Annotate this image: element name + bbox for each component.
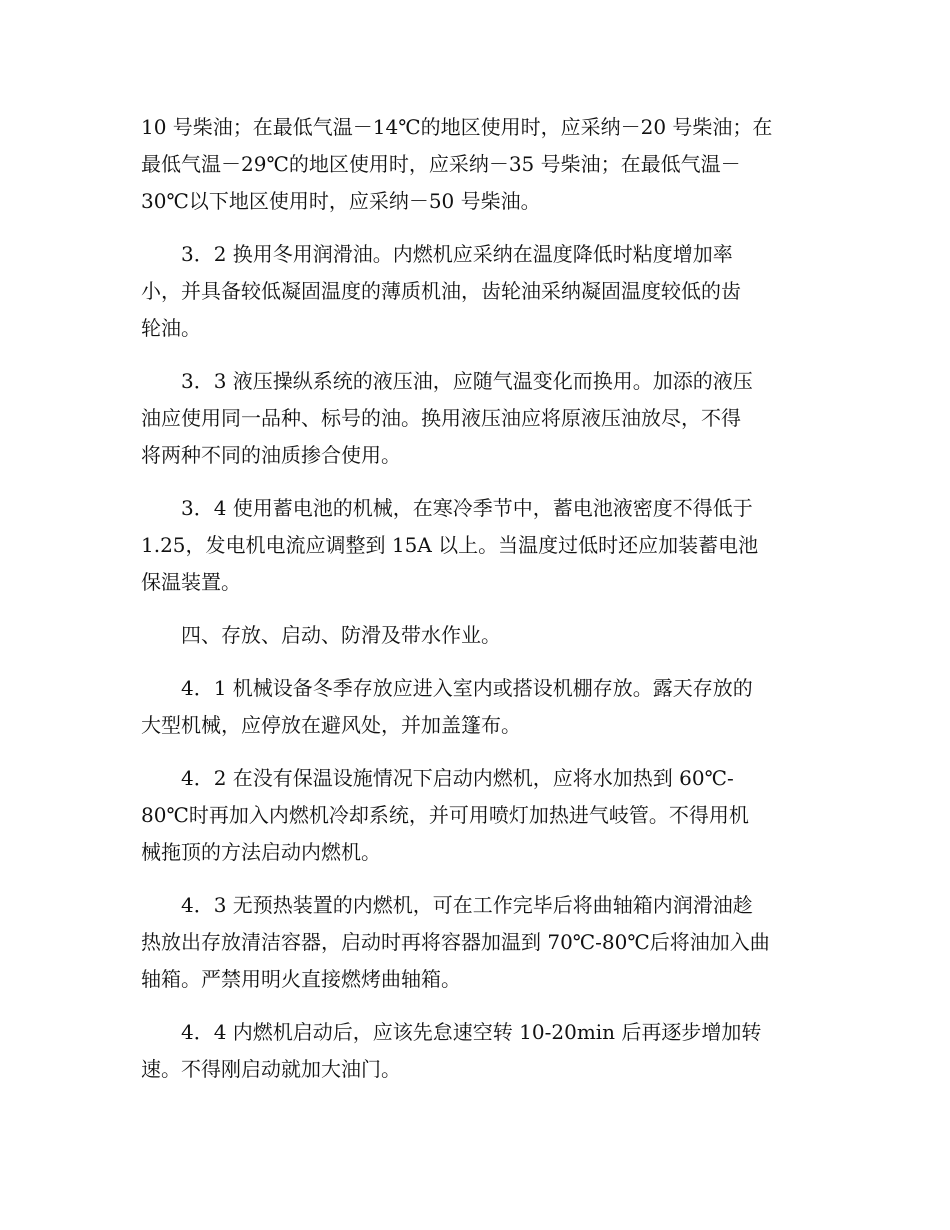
text-line: 3．3 液压操纵系统的液压油，应随气温变化而换用。加添的液压 <box>141 369 753 393</box>
section-heading: 四、存放、启动、防滑及带水作业。 <box>141 623 501 647</box>
text-line: 械拖顶的方法启动内燃机。 <box>141 840 381 864</box>
text-line: 保温装置。 <box>141 570 241 594</box>
text-line: 3．4 使用蓄电池的机械，在寒冷季节中，蓄电池液密度不得低于 <box>141 496 753 520</box>
text-line: 4．3 无预热装置的内燃机，可在工作完毕后将曲轴箱内润滑油趁 <box>141 893 753 917</box>
text-line: 小，并具备较低凝固温度的薄质机油，齿轮油采纳凝固温度较低的齿 <box>141 279 741 303</box>
text-line: 热放出存放清洁容器，启动时再将容器加温到 70℃-80℃后将油加入曲 <box>141 930 770 954</box>
text-line: 80℃时再加入内燃机冷却系统，并可用喷灯加热进气岐管。不得用机 <box>141 803 749 827</box>
text-line: 轴箱。严禁用明火直接燃烤曲轴箱。 <box>141 967 461 991</box>
text-line: 最低气温－29℃的地区使用时，应采纳－35 号柴油；在最低气温－ <box>141 152 741 176</box>
text-line: 4．2 在没有保温设施情况下启动内燃机，应将水加热到 60℃- <box>141 766 734 790</box>
text-line: 大型机械，应停放在避风处，并加盖篷布。 <box>141 713 521 737</box>
text-line: 30℃以下地区使用时，应采纳－50 号柴油。 <box>141 189 541 213</box>
text-line: 4．4 内燃机启动后，应该先怠速空转 10-20min 后再逐步增加转 <box>141 1020 762 1044</box>
text-line: 轮油。 <box>141 316 201 340</box>
text-line: 4．1 机械设备冬季存放应进入室内或搭设机棚存放。露天存放的 <box>141 676 753 700</box>
text-line: 油应使用同一品种、标号的油。换用液压油应将原液压油放尽，不得 <box>141 406 741 430</box>
text-line: 1.25，发电机电流应调整到 15A 以上。当温度过低时还应加装蓄电池 <box>141 533 759 557</box>
text-line: 将两种不同的油质掺合使用。 <box>141 443 401 467</box>
text-line: 10 号柴油；在最低气温－14℃的地区使用时，应采纳－20 号柴油；在 <box>141 115 773 139</box>
text-line: 3．2 换用冬用润滑油。内燃机应采纳在温度降低时粘度增加率 <box>141 242 733 266</box>
text-line: 速。不得刚启动就加大油门。 <box>141 1057 401 1081</box>
